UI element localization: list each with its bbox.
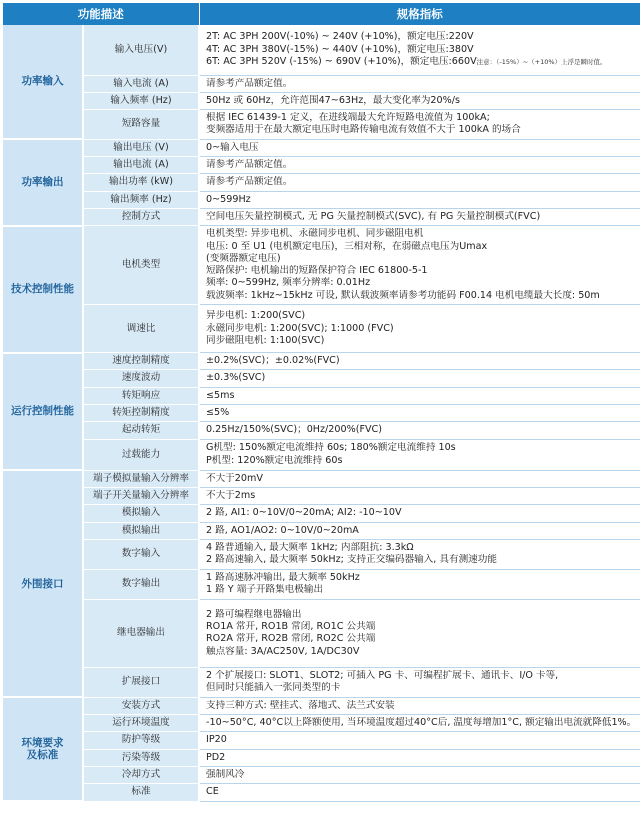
spec-line: 频率: 0~599Hz, 频率分辨率: 0.01Hz	[206, 277, 371, 289]
table-row	[3, 439, 640, 470]
table-row	[3, 226, 640, 305]
spec-line: 电压: 0 至 U1 (电机额定电压)，三相对称，在弱磁点电压为Umax	[206, 240, 488, 252]
spec-value	[199, 569, 640, 599]
spec-value	[199, 539, 640, 569]
spec-line: 2 路, AI1: 0~10V/0~20mA; AI2: -10~10V	[206, 507, 402, 519]
spec-value	[199, 226, 640, 305]
table-row	[3, 75, 640, 92]
spec-item: 调速比	[83, 305, 199, 353]
spec-value	[199, 92, 640, 109]
spec-item: 起动转矩	[83, 422, 199, 439]
section-title: 运行控制性能	[3, 353, 83, 470]
table-row	[3, 505, 640, 522]
spec-line: ±0.2%(SVC)；±0.02%(FVC)	[206, 355, 340, 367]
spec-line: 空间电压矢量控制模式, 无 PG 矢量控制模式(SVC), 有 PG 矢量控制模式(FVC)	[206, 210, 541, 222]
spec-line: ≤5ms	[206, 389, 235, 401]
spec-line: 4T: AC 3PH 380V(-15%) ~ 440V (+10%)，额定电压:380V	[206, 43, 474, 55]
table-row	[3, 569, 640, 599]
table-row	[3, 599, 640, 667]
spec-item: 模拟输入	[83, 505, 199, 522]
spec-value	[199, 75, 640, 92]
spec-item: 输出频率 (Hz)	[83, 191, 199, 208]
table-row	[3, 405, 640, 422]
spec-item: 输出功率 (kW)	[83, 174, 199, 191]
spec-value	[199, 732, 640, 749]
spec-item: 输入电压(V)	[83, 25, 199, 75]
spec-value	[199, 667, 640, 697]
table-row	[3, 767, 640, 784]
spec-value	[199, 422, 640, 439]
spec-value	[199, 353, 640, 370]
spec-value	[199, 487, 640, 504]
section-title: 技术控制性能	[3, 226, 83, 353]
spec-line: 同步磁阻电机: 1:100(SVC)	[206, 334, 325, 346]
spec-item: 转矩控制精度	[83, 405, 199, 422]
table-row	[3, 191, 640, 208]
table-row	[3, 715, 640, 732]
spec-line: 2 路, AO1/AO2: 0~10V/0~20mA	[206, 524, 359, 536]
spec-line: 1 路高速脉冲输出, 最大频率 50kHz	[206, 572, 360, 584]
table-row	[3, 784, 640, 801]
spec-line-with-note	[206, 56, 636, 68]
spec-item: 数字输入	[83, 539, 199, 569]
spec-line: 请参考产品额定值。	[206, 77, 293, 89]
spec-line: 请参考产品额定值。	[206, 176, 293, 188]
spec-line: 不大于20mV	[206, 472, 263, 484]
header-spec: 规格指标	[199, 3, 640, 25]
spec-item: 模拟输出	[83, 522, 199, 539]
spec-line: 0~599Hz	[206, 193, 251, 205]
spec-line: 不大于2ms	[206, 489, 256, 501]
spec-value	[199, 174, 640, 191]
table-row	[3, 470, 640, 487]
table-row	[3, 387, 640, 404]
spec-line: 4 路普通输入, 最大频率 1kHz; 内部阻抗: 3.3kΩ	[206, 542, 414, 554]
spec-value	[199, 505, 640, 522]
spec-line: 载波频率: 1kHz~15kHz 可设, 默认载波频率请参考功能码 F00.14 电机电缆最大长度: 50m	[206, 289, 600, 301]
spec-line: 电机类型: 异步电机、永磁同步电机、同步磁阻电机	[206, 228, 424, 240]
section-title: 功率输出	[3, 139, 83, 225]
spec-value	[199, 191, 640, 208]
table-row	[3, 422, 640, 439]
table-row	[3, 25, 640, 75]
spec-item: 防护等级	[83, 732, 199, 749]
spec-line: 0~输入电压	[206, 141, 259, 153]
spec-line: 50Hz 或 60Hz，允许范围47~63Hz，最大变化率为20%/s	[206, 94, 460, 106]
spec-item: 短路容量	[83, 110, 199, 140]
spec-line: 永磁同步电机: 1:200(SVC); 1:1000 (FVC)	[206, 322, 394, 334]
spec-value	[199, 522, 640, 539]
spec-value	[199, 387, 640, 404]
spec-item: 运行环境温度	[83, 715, 199, 732]
spec-line: 短路保护: 电机输出的短路保护符合 IEC 61800-5-1	[206, 265, 428, 277]
spec-line: IP20	[206, 734, 227, 746]
spec-item: 输入电流 (A)	[83, 75, 199, 92]
table-body	[3, 25, 640, 801]
spec-line: 但同时只能插入一张同类型的卡	[206, 682, 341, 694]
spec-value	[199, 110, 640, 140]
spec-line: (变频器额定电压)	[206, 252, 281, 264]
table-row	[3, 208, 640, 225]
spec-item: 速度波动	[83, 370, 199, 387]
spec-line: RO1A 常开, RO1B 常闭, RO1C 公共端	[206, 621, 376, 633]
table-row	[3, 156, 640, 173]
spec-item: 输出电压 (V)	[83, 139, 199, 156]
spec-item: 控制方式	[83, 208, 199, 225]
table-row	[3, 110, 640, 140]
spec-value	[199, 139, 640, 156]
spec-item: 输出电流 (A)	[83, 156, 199, 173]
table-row	[3, 139, 640, 156]
section-title: 外围接口	[3, 470, 83, 697]
spec-value	[199, 439, 640, 470]
spec-item: 污染等级	[83, 749, 199, 766]
spec-value	[199, 208, 640, 225]
spec-item: 安装方式	[83, 697, 199, 714]
table-row	[3, 539, 640, 569]
spec-line: 触点容量: 3A/AC250V, 1A/DC30V	[206, 645, 360, 657]
spec-item: 扩展接口	[83, 667, 199, 697]
spec-line: 强制风冷	[206, 769, 245, 781]
spec-line: RO2A 常开, RO2B 常闭, RO2C 公共端	[206, 633, 376, 645]
spec-value	[199, 305, 640, 353]
table-row	[3, 749, 640, 766]
spec-item: 转矩响应	[83, 387, 199, 404]
table-header	[3, 3, 640, 25]
spec-table	[3, 3, 640, 802]
voltage-note: 注意：（-15%）~（+10%）上浮是瞬时值。	[476, 57, 607, 66]
spec-line: P机型: 120%额定电流维持 60s	[206, 454, 343, 466]
spec-line: 异步电机: 1:200(SVC)	[206, 310, 306, 322]
spec-item: 冷却方式	[83, 767, 199, 784]
spec-sheet	[3, 3, 640, 802]
spec-item: 端子模拟量输入分辨率	[83, 470, 199, 487]
table-row	[3, 697, 640, 714]
spec-value	[199, 599, 640, 667]
table-row	[3, 522, 640, 539]
spec-value	[199, 156, 640, 173]
spec-item: 端子开关量输入分辨率	[83, 487, 199, 504]
spec-line: 根据 IEC 61439-1 定义，在进线端最大允许短路电流值为 100kA;	[206, 112, 490, 124]
table-row	[3, 305, 640, 353]
spec-line: 变频器适用于在最大额定电压时电路传输电流有效值不大于 100kA 的场合	[206, 124, 521, 136]
spec-line: -10~50°C, 40°C以上降额使用, 当环境温度超过40°C后, 温度每增加1°C, 额定输出电流就降低1%。	[206, 717, 636, 729]
spec-line: 2T: AC 3PH 200V(-10%) ~ 240V (+10%)，额定电压:220V	[206, 31, 474, 43]
spec-line: 2 个扩展接口: SLOT1、SLOT2; 可插入 PG 卡、可编程扩展卡、通讯卡、I/O 卡等,	[206, 670, 559, 682]
header-function: 功能描述	[3, 3, 199, 25]
spec-value	[199, 405, 640, 422]
section-title: 功率输入	[3, 25, 83, 139]
spec-value	[199, 784, 640, 801]
spec-item: 数字输出	[83, 569, 199, 599]
spec-item: 标准	[83, 784, 199, 801]
spec-line: 6T: AC 3PH 520V (-15%) ~ 690V (+10%)，额定电压:660V	[206, 55, 477, 67]
table-row	[3, 667, 640, 697]
spec-value	[199, 470, 640, 487]
spec-item: 过载能力	[83, 439, 199, 470]
spec-value	[199, 749, 640, 766]
table-row	[3, 353, 640, 370]
spec-value	[199, 370, 640, 387]
spec-line: 2 路高速输入, 最大频率 50kHz; 支持正交编码器输入, 具有测速功能	[206, 554, 497, 566]
spec-value	[199, 767, 640, 784]
spec-line: CE	[206, 786, 219, 798]
spec-line: ≤5%	[206, 407, 230, 419]
spec-line: 0.25Hz/150%(SVC)；0Hz/200%(FVC)	[206, 424, 382, 436]
spec-value	[199, 25, 640, 75]
table-row	[3, 92, 640, 109]
spec-item: 速度控制精度	[83, 353, 199, 370]
spec-line: 2 路可编程继电器输出	[206, 608, 302, 620]
spec-line: G机型: 150%额定电流维持 60s; 180%额定电流维持 10s	[206, 442, 456, 454]
table-row	[3, 487, 640, 504]
spec-value	[199, 697, 640, 714]
table-row	[3, 174, 640, 191]
spec-value	[199, 715, 640, 732]
section-title: 环境要求 及标准	[3, 697, 83, 801]
spec-item: 输入频率 (Hz)	[83, 92, 199, 109]
spec-line: 支持三种方式: 壁挂式、落地式、法兰式安装	[206, 699, 395, 711]
spec-line: PD2	[206, 751, 226, 763]
spec-line: 请参考产品额定值。	[206, 158, 293, 170]
spec-item: 继电器输出	[83, 599, 199, 667]
spec-line: 1 路 Y 端子开路集电极输出	[206, 584, 324, 596]
spec-item: 电机类型	[83, 226, 199, 305]
spec-line: ±0.3%(SVC)	[206, 372, 266, 384]
table-row	[3, 732, 640, 749]
table-row	[3, 370, 640, 387]
